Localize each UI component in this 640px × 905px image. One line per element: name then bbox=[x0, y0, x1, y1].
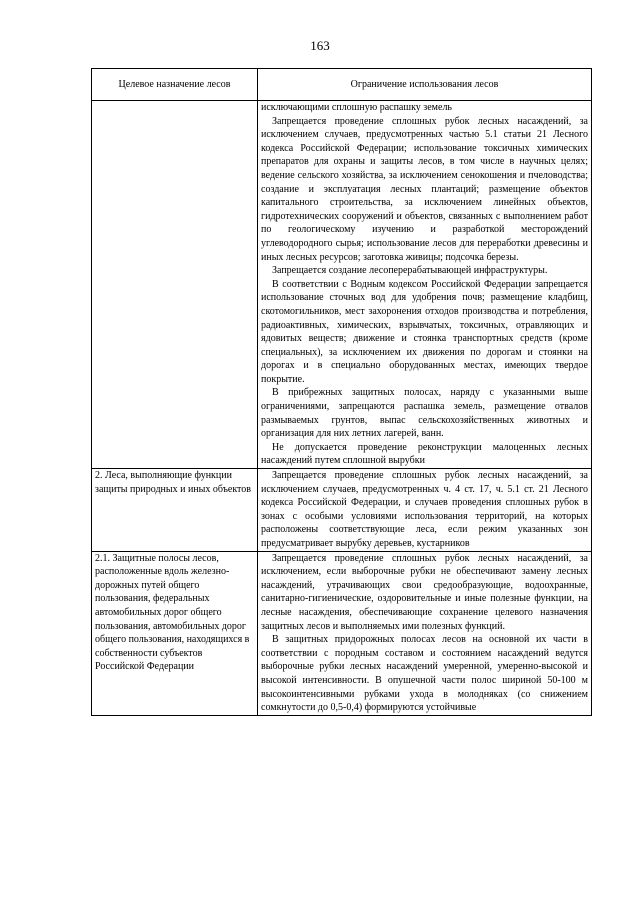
restriction-paragraph: В соответствии с Водным кодексом Российской Федерации запрещается использование сточных вод для удобрения почв; размещение кладбищ, скотомогильников, мест захоронения отходов производства и потребления, радиоактивных, химических, взрывчатых, токсичных, отравляющих и ядовитых веществ; движение и стоянка транспортных средств (кроме специальных), за исключением их движения по дорогам и стоянки на дорогах и в специально оборудованных местах, имеющих твердое покрытие. bbox=[261, 278, 588, 385]
restriction-paragraph: исключающими сплошную распашку земель bbox=[261, 102, 452, 113]
table-row bbox=[92, 551, 592, 715]
column-header-purpose: Целевое назначение лесов bbox=[92, 69, 258, 101]
table-row bbox=[92, 469, 592, 552]
restriction-paragraph: Не допускается проведение реконструкции малоценных лесных насаждений путем сплошной вырубки bbox=[261, 441, 588, 467]
page-number: 163 bbox=[310, 38, 330, 53]
purpose-cell: 2. Леса, выполняющие функции защиты природных и иных объектов bbox=[92, 469, 258, 552]
restriction-cell bbox=[258, 469, 592, 552]
purpose-cell bbox=[92, 101, 258, 469]
restriction-paragraph: Запрещается проведение сплошных рубок лесных насаждений, за исключением, если выборочные рубки не обеспечивают замену лесных насаждений, утрачивающих свои средообразующие, водоохранные, санитарно-гигиенические, оздоровительные и иные полезные функции, на лесные насаждения, обеспечивающие сохранение целевого назначения защитных лесов и выполняемых ими полезных функций. bbox=[261, 552, 588, 632]
restriction-cell bbox=[258, 551, 592, 715]
table-header-row bbox=[92, 69, 592, 101]
restrictions-table bbox=[91, 68, 592, 716]
restriction-cell bbox=[258, 101, 592, 469]
restriction-paragraph: Запрещается проведение сплошных рубок лесных насаждений, за исключением случаев, предусмотренных ч. 4 ст. 17, ч. 5.1 ст. 21 Лесного кодекса Российской Федерации, и случаев проведения сплошных рубок в зонах с особыми условиями использования территорий, на которых расположены соответствующие леса, если режим указанных зон предусматривает вырубку деревьев, кустарников bbox=[261, 470, 588, 549]
restriction-paragraph: В прибрежных защитных полосах, наряду с указанными выше ограничениями, запрещаются распашка земель, размещение отвалов размываемых грунтов, выпас сельскохозяйственных животных и организация для них летних лагерей, ванн. bbox=[261, 387, 588, 440]
restriction-paragraph: Запрещается проведение сплошных рубок лесных насаждений, за исключением случаев, предусмотренных частью 5.1 статьи 21 Лесного кодекса Российской Федерации; использование токсичных химических препаратов для охраны и защиты лесов, в том числе в научных целях; ведение сельского хозяйства, за исключением сенокошения и пчеловодства; создание и эксплуатация лесных плантаций; размещение объектов капитального строительства, за исключением линейных объектов, гидротехнических сооружений и объектов, связанных с выполнением работ по геологическому изучению и разработкой месторождений углеводородного сырья; использование лесов для переработки древесины и иных лесных ресурсов; заготовка живицы; подсочка березы. bbox=[261, 115, 588, 263]
purpose-cell: 2.1. Защитные полосы лесов, расположенные вдоль железно-дорожных путей общего пользования, федеральных автомобильных дорог общего пользования, автомобильных дорог общего пользования, находящихся в собственности субъектов Российской Федерации bbox=[92, 551, 258, 715]
column-header-restrictions: Ограничение использования лесов bbox=[258, 69, 592, 101]
restriction-paragraph: В защитных придорожных полосах лесов на основной их части в соответствии с породным составом и состоянием насаждений ведутся выборочные рубки лесных насаждений умеренной, умеренно-высокой и высокой интенсивности. В опушечной части полос шириной 50-100 м высокоинтенсивными рубками ухода в молодняках (со снижением сомкнутости до 0,5-0,4) формируются устойчивые bbox=[261, 634, 588, 714]
restriction-paragraph: Запрещается создание лесоперерабатывающей инфраструктуры. bbox=[272, 265, 548, 277]
table-row bbox=[92, 101, 592, 469]
